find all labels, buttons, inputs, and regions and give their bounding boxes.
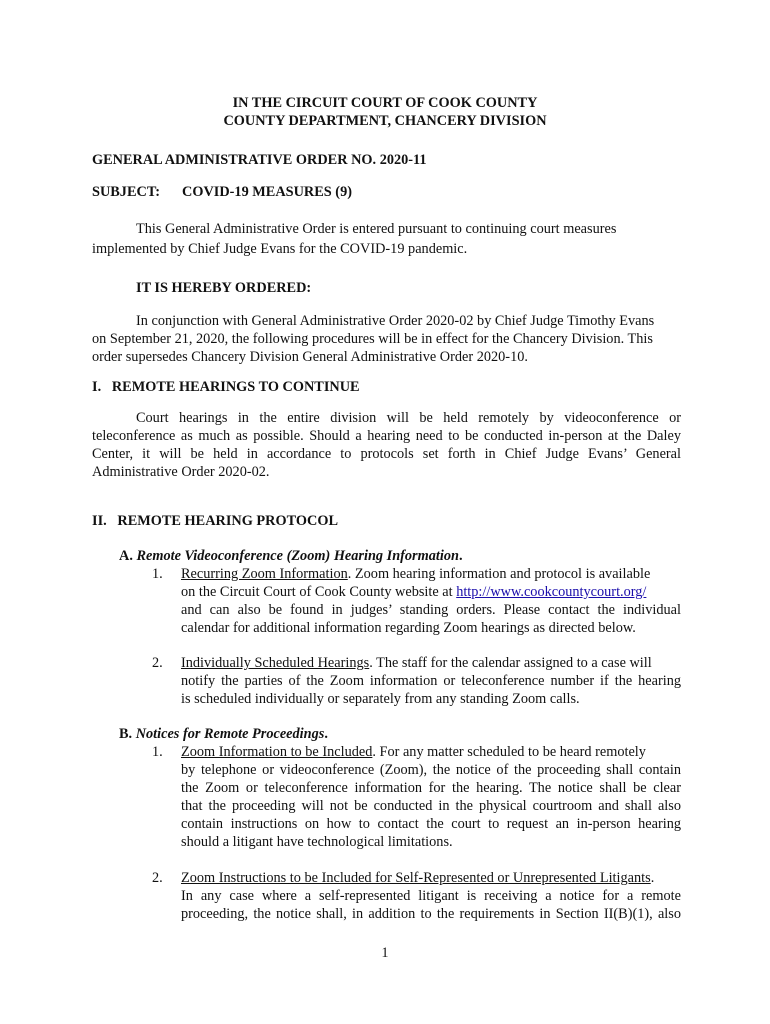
section-1-line-2: teleconference as much as possible. Should a hearing need to be conducted in-person at the Daley [92,428,681,444]
subsection-a-heading [119,547,463,565]
intro-line-1: This General Administrative Order is entered pursuant to continuing court measures [136,221,617,237]
subsection-a-letter: A. [119,548,133,564]
b-item-2-title: Zoom Instructions to be Included for Self-Represented or Unrepresented Litigants [181,870,651,886]
subsection-a-period: . [458,548,463,564]
page-number: 1 [381,945,389,961]
b-item-1-line-3: the Zoom or teleconference information for the hearing. The notice shall be clear [181,780,681,796]
b-item-1-title: Zoom Information to be Included [181,744,373,760]
subsection-b-period: . [324,726,328,742]
court-name: IN THE CIRCUIT COURT OF COOK COUNTY [232,95,538,111]
section-1-line-4: Administrative Order 2020-02. [92,464,270,480]
subsection-b-title: Notices for Remote Proceedings [135,726,325,742]
a-item-2-line-2: notify the parties of the Zoom information or teleconference number if the hearing [181,673,681,689]
b-item-2-line-3: proceeding, the notice shall, in addition to the requirements in Section II(B)(1), also [181,906,681,922]
order-title: GENERAL ADMINISTRATIVE ORDER NO. 2020-11 [92,152,427,168]
conjunction-line-2: on September 21, 2020, the following procedures will be in effect for the Chancery Division. This [92,331,653,347]
b-item-2-title-period: . [650,870,655,886]
b-item-1-line-2: by telephone or videoconference (Zoom), the notice of the proceeding shall contain [181,762,681,778]
subject-label: SUBJECT: [92,184,161,200]
b-item-2-line-2: In any case where a self-represented litigant is receiving a notice for a remote [181,888,681,904]
court-website-link[interactable]: http://www.cookcountycourt.org/ [456,584,647,600]
a-item-2-number: 2. [152,655,163,671]
a-item-1-title: Recurring Zoom Information [181,566,348,582]
section-1-line-1: Court hearings in the entire division will be held remotely by videoconference or [136,410,681,426]
b-item-1-line-5: contain instructions on how to contact the court to request an in-person hearing [181,816,681,832]
b-item-1-line-1-rest: . For any matter scheduled to be heard remotely [372,744,646,760]
subsection-a-title: Remote Videoconference (Zoom) Hearing Information [136,548,459,564]
a-item-2-line-1 [181,654,652,672]
a-item-1-line-1 [181,565,650,583]
a-item-1-line-3: and can also be found in judges’ standing orders. Please contact the individual [181,602,681,618]
court-department: COUNTY DEPARTMENT, CHANCERY DIVISION [223,113,547,129]
a-item-2-title: Individually Scheduled Hearings [181,655,370,671]
conjunction-line-3: order supersedes Chancery Division General Administrative Order 2020-10. [92,349,528,365]
b-item-2-line-1 [181,869,654,887]
section-1-heading: I. REMOTE HEARINGS TO CONTINUE [92,379,360,395]
a-item-1-line-2-text: on the Circuit Court of Cook County website at [181,584,457,600]
a-item-1-line-1-rest: . Zoom hearing information and protocol is available [347,566,651,582]
section-2-heading: II. REMOTE HEARING PROTOCOL [92,513,338,529]
b-item-1-line-1 [181,743,646,761]
ordered-heading: IT IS HEREBY ORDERED: [136,280,312,296]
conjunction-line-1: In conjunction with General Administrative Order 2020-02 by Chief Judge Timothy Evans [136,313,655,329]
intro-line-2: implemented by Chief Judge Evans for the COVID-19 pandemic. [92,241,468,257]
subject-value: COVID-19 MEASURES (9) [182,184,352,200]
b-item-1-number: 1. [152,744,163,760]
b-item-2-number: 2. [152,870,163,886]
section-1-line-3: Center, it will be held in accordance to protocols set forth in Chief Judge Evans’ General [92,446,681,462]
subsection-b-letter: B. [119,726,133,742]
b-item-1-line-6: should a litigant have technological limitations. [181,834,453,850]
subsection-b-heading [119,725,328,743]
b-item-1-line-4: that the proceeding will not be conducted in the physical courtroom and shall also [181,798,681,814]
a-item-1-line-4: calendar for additional information regarding Zoom hearings as directed below. [181,620,636,636]
a-item-2-line-1-rest: . The staff for the calendar assigned to a case will [369,655,652,671]
a-item-1-number: 1. [152,566,163,582]
a-item-1-line-2 [181,583,646,601]
a-item-2-line-3: is scheduled individually or separately from any standing Zoom calls. [181,691,580,707]
